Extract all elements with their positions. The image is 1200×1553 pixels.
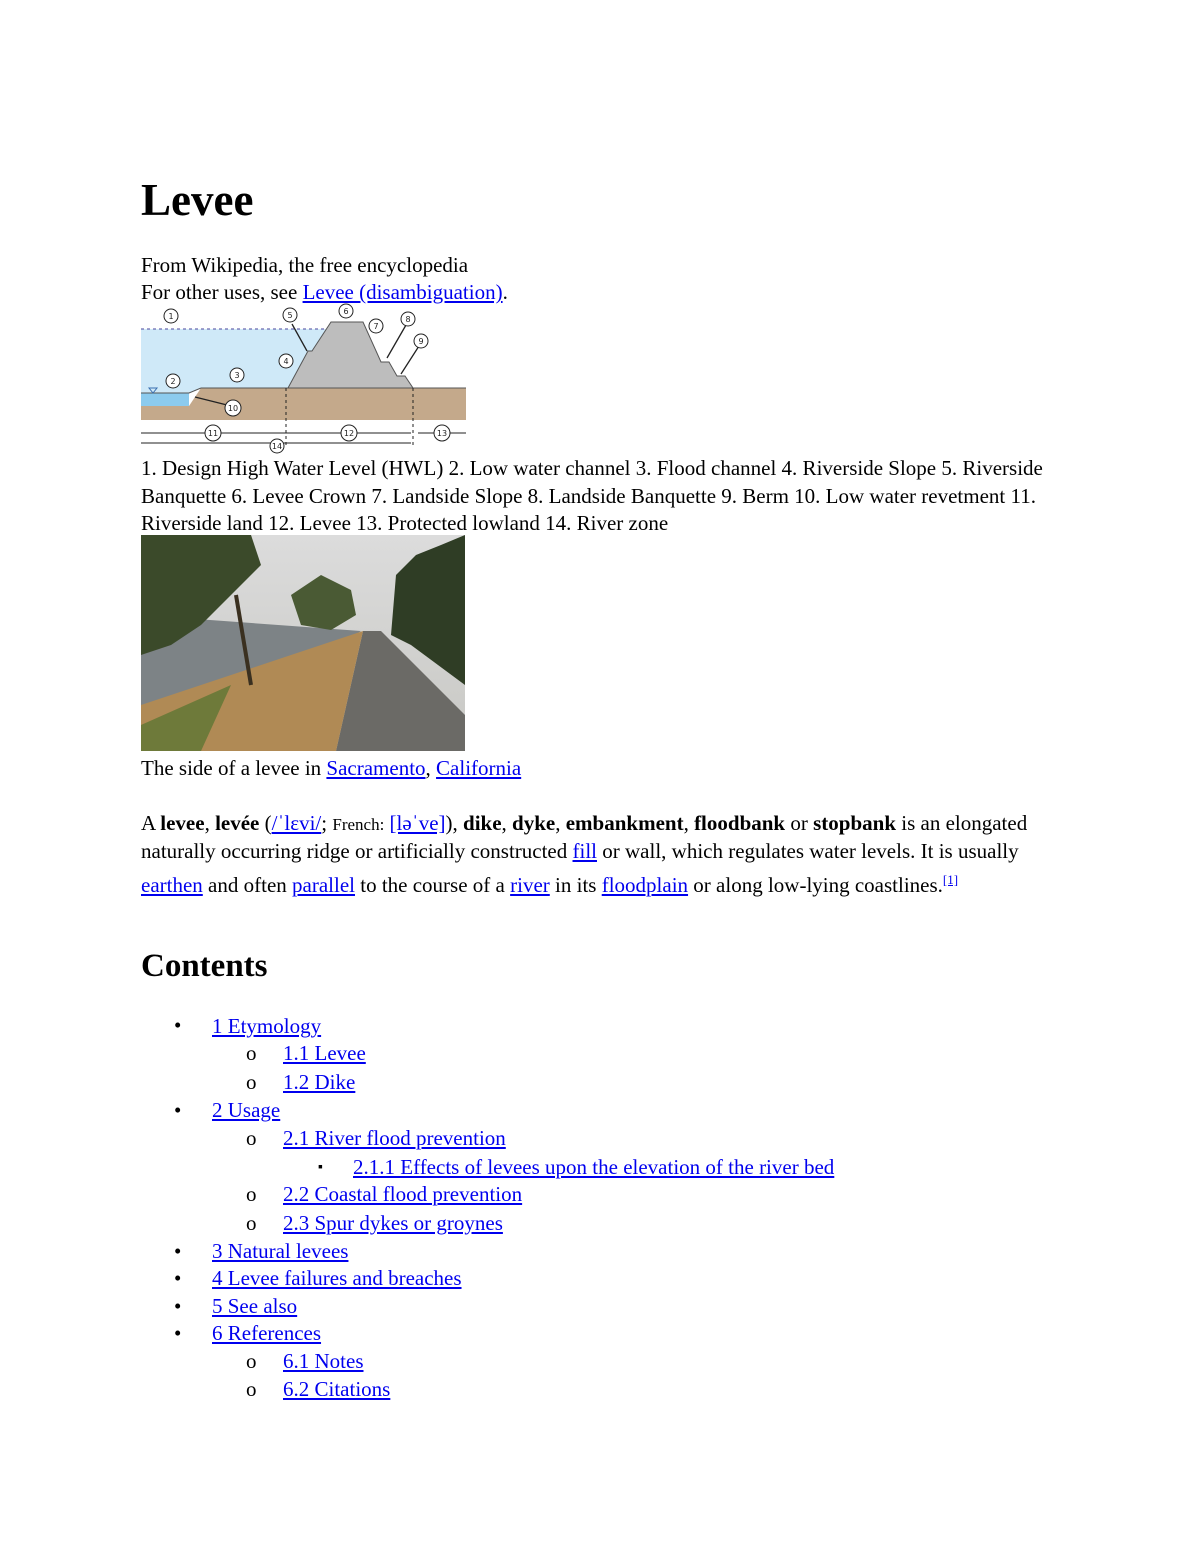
- toc-link-references[interactable]: 6 References: [212, 1321, 322, 1345]
- toc-link-effects-of-levees[interactable]: 2.1.1 Effects of levees upon the elevation of the river bed: [353, 1155, 835, 1179]
- page-title: Levee: [141, 175, 254, 225]
- toc-link-citations[interactable]: 6.2 Citations: [283, 1377, 391, 1401]
- french-pronunciation-link[interactable]: [ləˈve]: [389, 811, 446, 835]
- toc-bullet: •: [174, 1239, 182, 1263]
- lead-text: ,: [555, 811, 566, 835]
- toc-bullet: •: [174, 1321, 182, 1345]
- arrow-8: [387, 325, 406, 358]
- toc-link-dike[interactable]: 1.2 Dike: [283, 1070, 356, 1094]
- site-subtitle: From Wikipedia, the free encyclopedia: [141, 253, 469, 277]
- floodplain-link[interactable]: floodplain: [601, 873, 689, 897]
- arrow-9: [401, 346, 419, 374]
- marker-14: [270, 439, 284, 453]
- lead-text: ,: [501, 811, 513, 835]
- lead-text: ;: [321, 811, 333, 835]
- lead-text: (: [259, 811, 272, 835]
- fill-link[interactable]: fill: [572, 839, 597, 863]
- svg-text:12: 12: [343, 429, 355, 438]
- photo-caption-prefix: The side of a levee in: [141, 756, 327, 780]
- marker-7: [369, 319, 383, 333]
- marker-3: [230, 368, 244, 382]
- svg-text:14: 14: [271, 442, 283, 451]
- french-label: French:: [332, 815, 385, 834]
- svg-text:7: 7: [373, 322, 379, 331]
- marker-11: [205, 425, 221, 441]
- lead-text: to the course of a: [355, 873, 511, 897]
- marker-6: [339, 304, 353, 318]
- svg-text:11: 11: [207, 429, 219, 438]
- toc-bullet: •: [174, 1266, 182, 1290]
- lead-paragraph: [141, 810, 1061, 899]
- lead-text: ,: [204, 811, 216, 835]
- svg-text:10: 10: [227, 404, 239, 413]
- lead-text: and often: [202, 873, 293, 897]
- svg-text:3: 3: [234, 371, 240, 380]
- toc-bullet: o: [246, 1377, 257, 1401]
- svg-text:6: 6: [343, 307, 349, 316]
- toc-link-usage[interactable]: 2 Usage: [212, 1098, 281, 1122]
- marker-2: [166, 374, 180, 388]
- hatnote-prefix: For other uses, see: [141, 280, 303, 304]
- term-embankment: embankment: [565, 811, 684, 835]
- toc-link-levee-failures[interactable]: 4 Levee failures and breaches: [212, 1266, 462, 1290]
- toc-link-river-flood-prevention[interactable]: 2.1 River flood prevention: [283, 1126, 506, 1150]
- diagram-caption: 1. Design High Water Level (HWL) 2. Low water channel 3. Flood channel 4. Riverside Slope 5. Riverside Banquette 6. Levee Crown 7. Landside Slope 8. Landside Banquette 9. Berm 10. Low water revetment 11. Riverside land 12. Levee 13. Protected lowland 14. River zone: [141, 456, 1043, 535]
- lead-text: is an elongated naturally occurring ridge or artificially constructed: [141, 811, 1028, 863]
- term-levee-accent: levée: [215, 811, 260, 835]
- term-dyke: dyke: [512, 811, 556, 835]
- toc-bullet: ▪: [318, 1160, 323, 1175]
- term-dike: dike: [463, 811, 502, 835]
- marker-12: [341, 425, 357, 441]
- toc-link-notes[interactable]: 6.1 Notes: [283, 1349, 364, 1373]
- marker-10: [225, 400, 241, 416]
- earthen-link[interactable]: earthen: [141, 873, 203, 897]
- levee-cross-section-diagram: [141, 302, 466, 454]
- toc-bullet: o: [246, 1349, 257, 1373]
- toc-link-see-also[interactable]: 5 See also: [212, 1294, 298, 1318]
- toc-bullet: o: [246, 1211, 257, 1235]
- marker-13: [434, 425, 450, 441]
- toc-bullet: •: [174, 1098, 182, 1122]
- toc-bullet: o: [246, 1126, 257, 1150]
- toc-link-levee[interactable]: 1.1 Levee: [283, 1041, 366, 1065]
- svg-text:9: 9: [418, 337, 424, 346]
- svg-text:2: 2: [170, 377, 176, 386]
- disambiguation-link[interactable]: Levee (disambiguation): [302, 280, 503, 304]
- parallel-link[interactable]: parallel: [292, 873, 355, 897]
- term-stopbank: stopbank: [813, 811, 896, 835]
- hatnote-suffix: .: [502, 280, 508, 304]
- river-link[interactable]: river: [510, 873, 550, 897]
- toc-link-spur-dykes[interactable]: 2.3 Spur dykes or groynes: [283, 1211, 503, 1235]
- term-levee: levee: [160, 811, 205, 835]
- toc-link-etymology[interactable]: 1 Etymology: [212, 1014, 322, 1038]
- marker-8: [401, 312, 415, 326]
- toc-link-coastal-flood-prevention[interactable]: 2.2 Coastal flood prevention: [283, 1182, 523, 1206]
- photo-caption-separator: ,: [425, 756, 437, 780]
- toc-bullet: o: [246, 1182, 257, 1206]
- term-floodbank: floodbank: [694, 811, 786, 835]
- marker-1: [164, 309, 178, 323]
- lead-text: or: [785, 811, 814, 835]
- lead-text: A: [141, 811, 161, 835]
- reference-1-link[interactable]: [1]: [942, 872, 959, 887]
- photo-caption: [141, 755, 521, 782]
- svg-text:8: 8: [405, 315, 411, 324]
- low-water-channel: [141, 393, 189, 406]
- levee-photo: [141, 535, 465, 751]
- lead-text: or wall, which regulates water levels. It is usually: [597, 839, 1019, 863]
- toc-bullet: o: [246, 1070, 257, 1094]
- toc-bullet: •: [174, 1294, 182, 1318]
- marker-5: [283, 308, 297, 322]
- toc-bullet: •: [174, 1013, 182, 1037]
- svg-text:1: 1: [168, 312, 174, 321]
- ipa-pronunciation-link[interactable]: /ˈlɛvi/: [271, 811, 322, 835]
- sacramento-link[interactable]: Sacramento: [326, 756, 426, 780]
- lead-text: ),: [445, 811, 464, 835]
- lead-text: ,: [683, 811, 695, 835]
- contents-heading: Contents: [141, 948, 268, 984]
- svg-text:4: 4: [283, 357, 289, 366]
- svg-text:5: 5: [287, 311, 293, 320]
- toc-bullet: o: [246, 1041, 257, 1065]
- marker-4: [279, 354, 293, 368]
- lead-text: in its: [549, 873, 602, 897]
- marker-9: [414, 334, 428, 348]
- svg-text:13: 13: [436, 429, 448, 438]
- toc-link-natural-levees[interactable]: 3 Natural levees: [212, 1239, 349, 1263]
- lead-text: or along low-lying coastlines.: [688, 873, 943, 897]
- california-link[interactable]: California: [436, 756, 522, 780]
